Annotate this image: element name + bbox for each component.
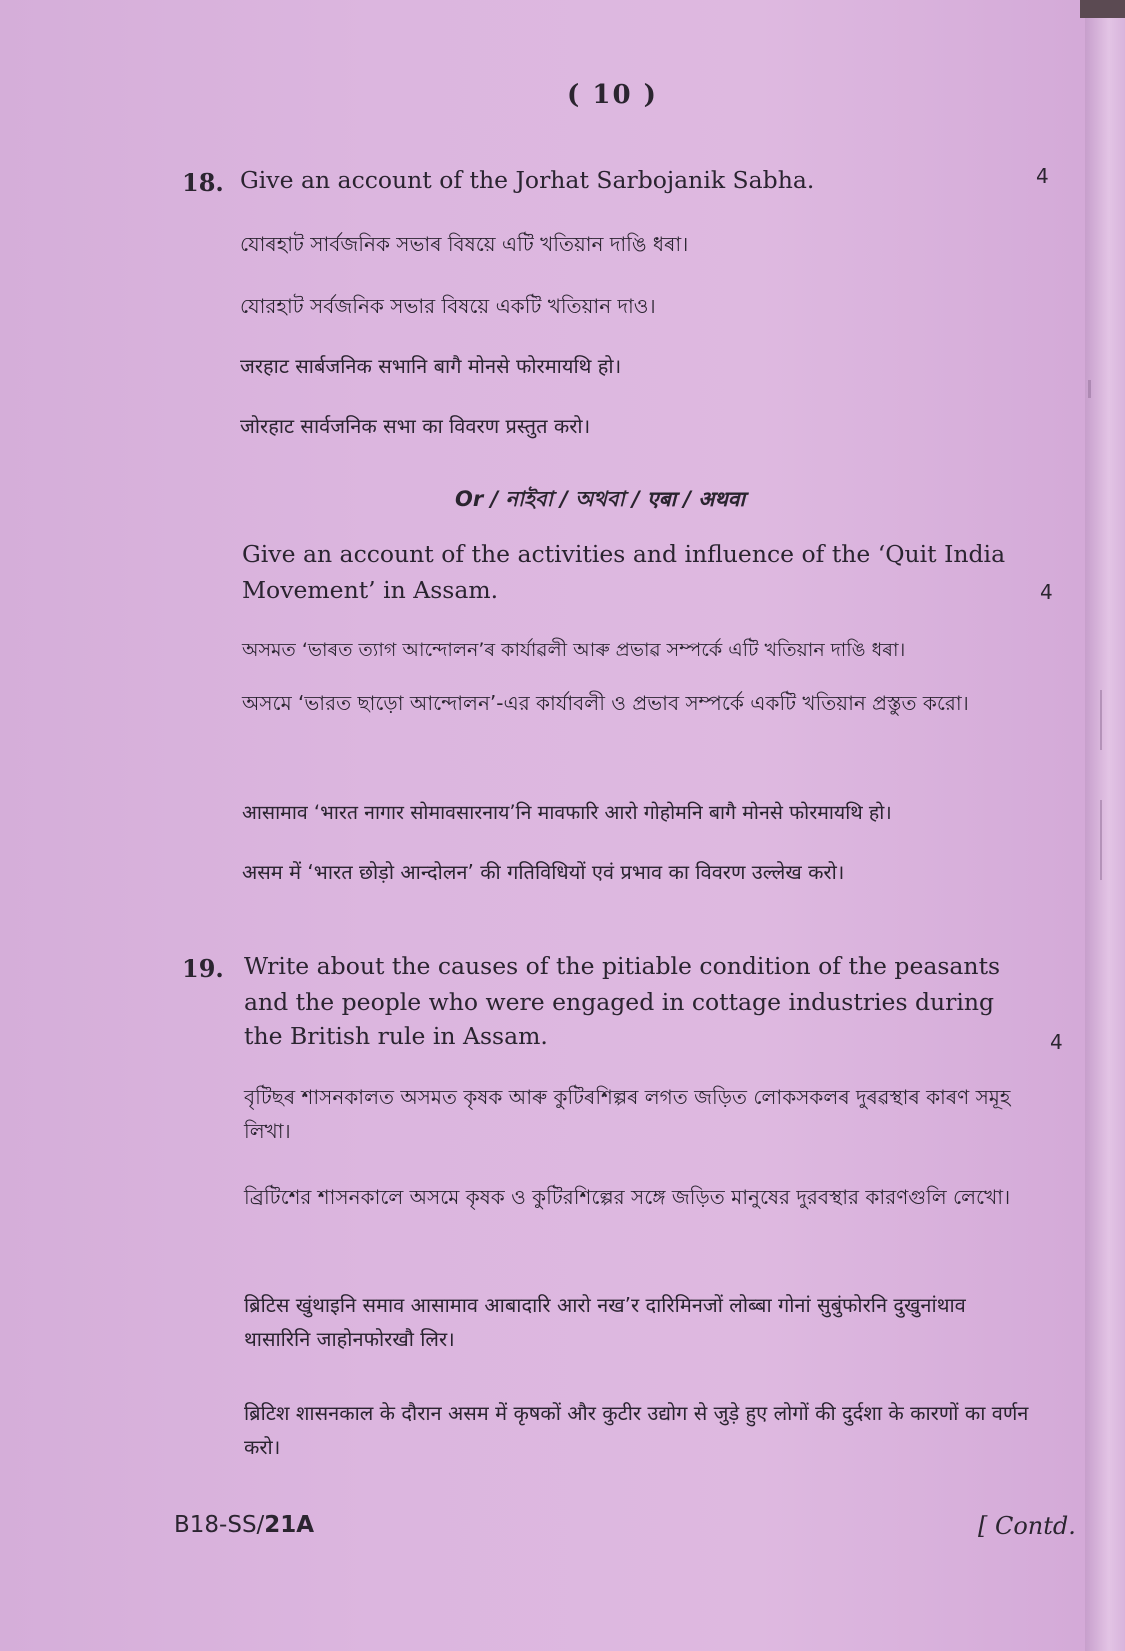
question-18-number: 18.	[182, 168, 224, 197]
bleed-mark	[1100, 690, 1102, 750]
background-strip	[1080, 0, 1125, 18]
alt-question-bodo: आसामाव ‘भारत नागार सोमावसारनाय’नि मावफारि आरो गोहोमनि बागै मोनसे फोरमायथि हो।	[242, 801, 892, 824]
alt-question-english-line-2: Movement’ in Assam.	[242, 576, 499, 604]
question-18-bodo: जरहाट सार्बजनिक सभानि बागै मोनसे फोरमायथि हो।	[240, 354, 622, 378]
alt-question-marks: 4	[1040, 580, 1053, 604]
question-19-english-line-1: Write about the causes of the pitiable condition of the peasants	[244, 952, 1001, 980]
page-edge	[1085, 0, 1125, 1651]
alt-question-bengali: অসমে ‘ভারত ছাড়ো আন্দোলন’-এর কার্যাবলী ও প্রভাব সম্পর্কে একটি খতিয়ান প্রস্তুত করো।	[242, 691, 969, 715]
question-19-marks: 4	[1050, 1030, 1063, 1054]
or-separator: Or / নাইবা / অথবা / एबा / अथवा	[455, 487, 745, 511]
question-18-english: Give an account of the Jorhat Sarbojanik Sabha.	[240, 166, 815, 194]
bleed-mark	[1088, 380, 1091, 398]
question-18-bengali: যোরহাট সর্বজনিক সভার বিষয়ে একটি খতিয়ান দাও।	[240, 294, 656, 318]
alt-question-assamese: অসমত ‘ভাৰত ত্যাগ আন্দোলন’ৰ কাৰ্যাৱলী আৰু প্ৰভাৱ সম্পৰ্কে এটি খতিয়ান দাঙি ধৰা।	[242, 639, 906, 661]
question-18-marks: 4	[1036, 164, 1049, 188]
alt-question-hindi: असम में ‘भारत छोड़ो आन्दोलन’ की गतिविधियों एवं प्रभाव का विवरण उल्लेख करो।	[242, 860, 845, 884]
question-19-assamese: বৃটিছৰ শাসনকালত অসমত কৃষক আৰু কুটিৰশিল্পৰ লগত জড়িত লোকসকলৰ দুৰৱস্থাৰ কাৰণ সমূহ লিখা।	[244, 1085, 1011, 1143]
question-19-number: 19.	[182, 954, 224, 983]
bleed-mark	[1100, 800, 1102, 880]
question-19-english-line-3: the British rule in Assam.	[244, 1022, 548, 1050]
question-19-bodo: ब्रिटिस खुंथाइनि समाव आसामाव आबादारि आरो नख’र दारिमिनजों लोब्बा गोनां सुबुंफोरनि दुखुनांथाव थासारिनि जाहोनफोरखौ लिर।	[244, 1293, 966, 1351]
continued-marker: [ Contd.	[978, 1512, 1076, 1540]
question-18-hindi: जोरहाट सार्वजनिक सभा का विवरण प्रस्तुत करो।	[240, 414, 591, 438]
page-number: ( 10 )	[567, 80, 658, 110]
question-19-english-line-2: and the people who were engaged in cottage industries during	[244, 988, 995, 1016]
question-18-assamese: যোৰহাট সাৰ্বজনিক সভাৰ বিষয়ে এটি খতিয়ান দাঙি ধৰা।	[240, 232, 689, 256]
paper-code	[174, 1512, 314, 1538]
paper-code-suffix: 21A	[264, 1512, 315, 1538]
question-19-bengali: ব্রিটিশের শাসনকালে অসমে কৃষক ও কুটিরশিল্পের সঙ্গে জড়িত মানুষের দুরবস্থার কারণগুলি লেখো।	[244, 1185, 1011, 1209]
paper-code-prefix: B18-SS/	[174, 1512, 265, 1538]
alt-question-english-line-1: Give an account of the activities and influence of the ‘Quit India	[242, 540, 1006, 568]
question-19-hindi: ब्रिटिश शासनकाल के दौरान असम में कृषकों और कुटीर उद्योग से जुड़े हुए लोगों की दुर्दशा के कारणों का वर्णन करो।	[244, 1401, 1029, 1459]
